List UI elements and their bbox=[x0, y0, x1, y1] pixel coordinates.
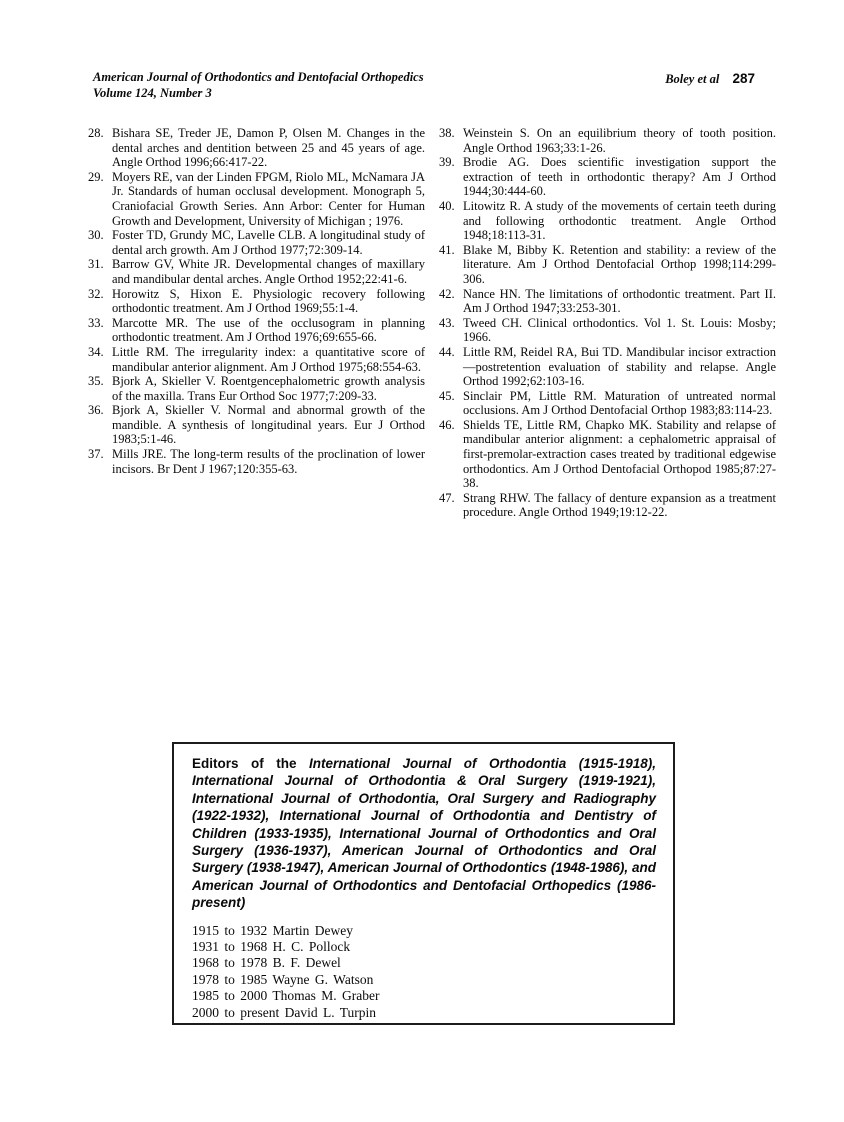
editors-list bbox=[192, 923, 656, 1021]
reference-text: Moyers RE, van der Linden FPGM, Riolo ML, McNamara JA Jr. Standards of human occlusal development. Monograph 5, Craniofacial Growth Series. Ann Arbor: Center for Human Growth and Development, University of Michigan ; 1976. bbox=[112, 169, 425, 228]
reference-number: 31. bbox=[88, 257, 104, 272]
editor-years: 1968 to 1978 bbox=[192, 955, 268, 971]
editor-row bbox=[192, 939, 656, 955]
reference-number: 39. bbox=[439, 155, 455, 170]
reference-text: Tweed CH. Clinical orthodontics. Vol 1. St. Louis: Mosby; 1966. bbox=[463, 315, 776, 345]
reference-number: 37. bbox=[88, 447, 104, 462]
reference-number: 34. bbox=[88, 344, 104, 359]
reference-number: 40. bbox=[439, 198, 455, 213]
reference-text: Strang RHW. The fallacy of denture expansion as a treatment procedure. Angle Orthod 1949;19:12-22. bbox=[463, 490, 776, 520]
reference-text: Blake M, Bibby K. Retention and stability: a review of the literature. Am J Orthod Dentofacial Orthop 1998;114:299-306. bbox=[463, 242, 776, 286]
reference-item-45 bbox=[439, 389, 776, 418]
editors-box-journal-history: International Journal of Orthodontia (1915-1918), International Journal of Orthodontia & Oral Surgery (1919-1921), International Journal of Orthodontia, Oral Surgery and Radiography (1922-1932), International Journal of Orthodontia and Dentistry of Children (1933-1935), International Journal of Orthodontics and Oral Surgery (1936-1937), American Journal of Orthodontics and Oral Surgery (1938-1947), American Journal of Orthodontics (1948-1986), and American Journal of Orthodontics and Dentofacial Orthopedics (1986-present) bbox=[192, 756, 656, 911]
reference-number: 43. bbox=[439, 315, 455, 330]
reference-text: Bjork A, Skieller V. Normal and abnormal growth of the mandible. A synthesis of longitudinal years. Eur J Orthod 1983;5:1-46. bbox=[112, 403, 425, 447]
editors-box bbox=[172, 742, 675, 1025]
editor-name: David L. Turpin bbox=[284, 1004, 377, 1020]
reference-text: Little RM. The irregularity index: a quantitative score of mandibular anterior alignment. Am J Orthod 1975;68:554-63. bbox=[112, 344, 425, 374]
header-left bbox=[93, 70, 424, 101]
editor-name: Wayne G. Watson bbox=[272, 971, 374, 987]
reference-text: Bishara SE, Treder JE, Damon P, Olsen M. Changes in the dental arches and dentition between 25 and 45 years of age. Angle Orthod 1996;66:417-22. bbox=[112, 126, 425, 170]
reference-item-44 bbox=[439, 345, 776, 389]
reference-item-41 bbox=[439, 243, 776, 287]
reference-text: Sinclair PM, Little RM. Maturation of untreated normal occlusions. Am J Orthod Dentofacial Orthop 1983;83:114-23. bbox=[463, 388, 776, 418]
reference-item-43 bbox=[439, 316, 776, 345]
page-header bbox=[93, 70, 755, 101]
reference-item-47 bbox=[439, 491, 776, 520]
reference-number: 28. bbox=[88, 126, 104, 140]
references-left-column bbox=[88, 126, 425, 520]
reference-text: Mills JRE. The long-term results of the proclination of lower incisors. Br Dent J 1967;120:355-63. bbox=[112, 447, 425, 476]
reference-item-33 bbox=[88, 316, 425, 345]
journal-title: American Journal of Orthodontics and Dentofacial Orthopedics bbox=[93, 70, 424, 84]
reference-item-40 bbox=[439, 199, 776, 243]
reference-item-31 bbox=[88, 257, 425, 286]
reference-item-39 bbox=[439, 155, 776, 199]
editor-row bbox=[192, 955, 656, 971]
references-section bbox=[88, 126, 776, 520]
reference-number: 45. bbox=[439, 388, 455, 403]
header-right bbox=[665, 70, 755, 88]
reference-number: 33. bbox=[88, 315, 104, 330]
reference-text: Horowitz S, Hixon E. Physiologic recovery following orthodontic treatment. Am J Orthod 1969;55:1-4. bbox=[112, 286, 425, 316]
editor-row bbox=[192, 972, 656, 988]
editor-name: Martin Dewey bbox=[272, 922, 353, 938]
reference-text: Marcotte MR. The use of the occlusogram in planning orthodontic treatment. Am J Orthod 1976;69:655-66. bbox=[112, 315, 425, 345]
reference-item-30 bbox=[88, 228, 425, 257]
editor-years: 1978 to 1985 bbox=[192, 971, 268, 987]
reference-number: 46. bbox=[439, 417, 455, 432]
reference-item-46 bbox=[439, 418, 776, 491]
running-authors: Boley et al bbox=[665, 72, 720, 86]
reference-item-28 bbox=[88, 126, 425, 170]
reference-number: 38. bbox=[439, 126, 455, 140]
reference-item-37 bbox=[88, 447, 425, 476]
reference-text: Bjork A, Skieller V. Roentgencephalometric growth analysis of the maxilla. Trans Eur Orthod Soc 1977;7:209-33. bbox=[112, 374, 425, 403]
reference-text: Little RM, Reidel RA, Bui TD. Mandibular incisor extraction—postretention evaluation of stability and relapse. Angle Orthod 1992;62:103-16. bbox=[463, 344, 776, 389]
reference-text: Foster TD, Grundy MC, Lavelle CLB. A longitudinal study of dental arch growth. Am J Orthod 1977;72:309-14. bbox=[112, 228, 425, 257]
reference-number: 35. bbox=[88, 374, 104, 389]
editor-row bbox=[192, 923, 656, 939]
reference-text: Barrow GV, White JR. Developmental changes of maxillary and mandibular dental arches. Angle Orthod 1952;22:41-6. bbox=[112, 257, 425, 286]
reference-number: 41. bbox=[439, 242, 455, 257]
editor-name: Thomas M. Graber bbox=[272, 988, 380, 1004]
reference-number: 29. bbox=[88, 169, 104, 184]
editor-row bbox=[192, 1005, 656, 1021]
reference-number: 44. bbox=[439, 344, 455, 359]
reference-item-38 bbox=[439, 126, 776, 155]
editor-years: 1931 to 1968 bbox=[192, 939, 268, 955]
volume-line: Volume 124, Number 3 bbox=[93, 85, 212, 100]
editor-years: 1985 to 2000 bbox=[192, 988, 268, 1004]
editor-name: B. F. Dewel bbox=[272, 955, 341, 971]
editor-row bbox=[192, 988, 656, 1004]
reference-item-32 bbox=[88, 287, 425, 316]
reference-text: Shields TE, Little RM, Chapko MK. Stability and relapse of mandibular anterior alignment: a cephalometric appraisal of first-premolar-extraction cases treated by traditional edgewise orthodontics. Am J Orthod Dentofacial Orthopod 1985;87:27-38. bbox=[463, 417, 776, 491]
editor-years: 1915 to 1932 bbox=[192, 922, 268, 938]
reference-text: Brodie AG. Does scientific investigation support the extraction of teeth in orthodontic therapy? Am J Orthod 1944;30:444-60. bbox=[463, 155, 776, 199]
reference-item-42 bbox=[439, 287, 776, 316]
editors-box-intro: Editors of the bbox=[192, 756, 309, 771]
reference-number: 36. bbox=[88, 403, 104, 418]
editor-name: H. C. Pollock bbox=[272, 939, 351, 955]
reference-item-29 bbox=[88, 170, 425, 228]
reference-text: Nance HN. The limitations of orthodontic treatment. Part II. Am J Orthod 1947;33:253-301. bbox=[463, 286, 776, 316]
reference-item-36 bbox=[88, 403, 425, 447]
editor-years: 2000 to present bbox=[192, 1004, 280, 1020]
editors-box-title bbox=[192, 755, 656, 912]
reference-text: Litowitz R. A study of the movements of certain teeth during and following orthodontic treatment. Angle Orthod 1948;18:113-31. bbox=[463, 198, 776, 243]
reference-number: 42. bbox=[439, 286, 455, 301]
reference-text: Weinstein S. On an equilibrium theory of tooth position. Angle Orthod 1963;33:1-26. bbox=[463, 126, 776, 155]
reference-item-34 bbox=[88, 345, 425, 374]
reference-number: 30. bbox=[88, 228, 104, 243]
reference-number: 47. bbox=[439, 490, 455, 505]
reference-number: 32. bbox=[88, 286, 104, 301]
reference-item-35 bbox=[88, 374, 425, 403]
page-number: 287 bbox=[732, 71, 755, 86]
references-right-column bbox=[439, 126, 776, 520]
